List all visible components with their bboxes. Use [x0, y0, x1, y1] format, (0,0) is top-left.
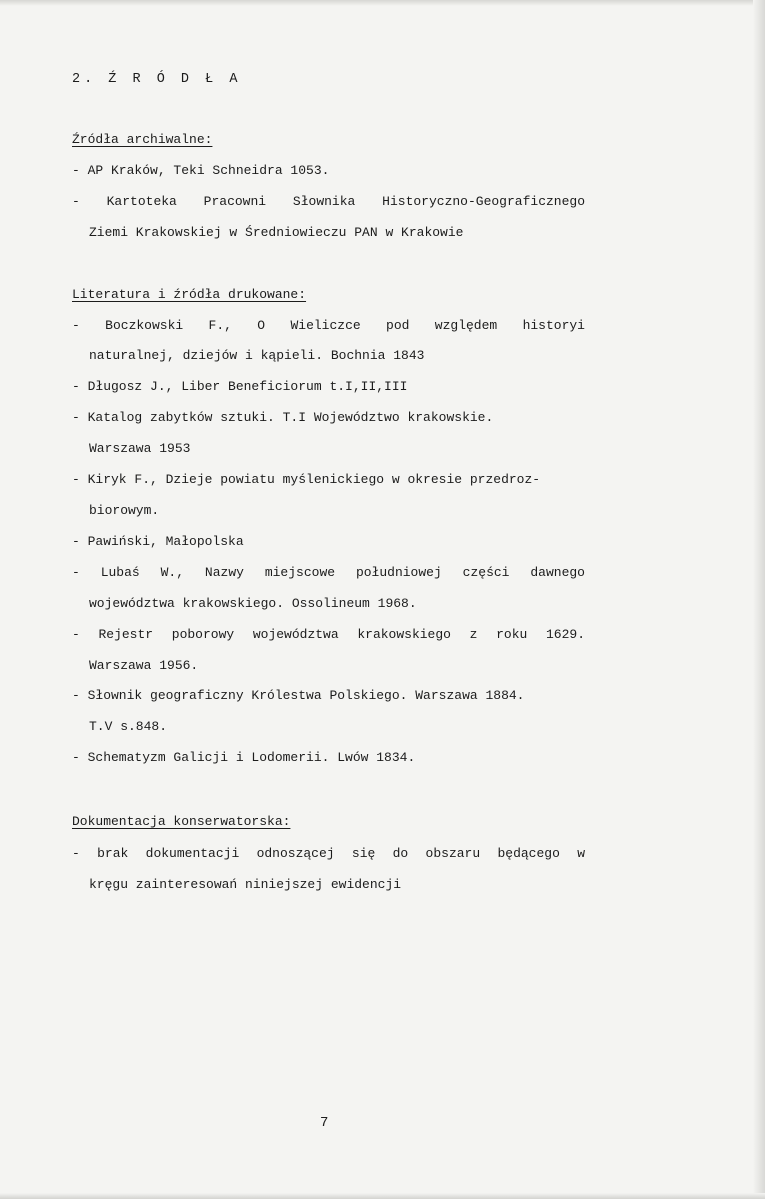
- archival-item: - AP Kraków, Teki Schneidra 1053.: [72, 163, 330, 178]
- page-number: 7: [320, 1115, 329, 1131]
- conservation-documentation-heading: Dokumentacja konserwatorska:: [72, 814, 291, 829]
- conservation-item: - brak dokumentacji odnoszącej się do obszaru będącego w: [72, 846, 585, 861]
- literature-item: - Rejestr poborowy województwa krakowskiego z roku 1629.: [72, 627, 585, 642]
- literature-item-continuation: biorowym.: [89, 503, 160, 518]
- archival-sources-heading: Źródła archiwalne:: [72, 132, 213, 147]
- page-edge-top: [0, 0, 765, 6]
- literature-item: - Lubaś W., Nazwy miejscowe południowej części dawnego: [72, 565, 585, 580]
- literature-item: - Schematyzm Galicji i Lodomerii. Lwów 1834.: [72, 750, 416, 765]
- literature-item-continuation: Warszawa 1953: [89, 441, 191, 456]
- conservation-item-continuation: kręgu zainteresowań niniejszej ewidencji: [89, 877, 402, 892]
- page-edge-right: [753, 0, 765, 1199]
- page-edge-bottom: [0, 1193, 765, 1199]
- literature-item: - Kiryk F., Dzieje powiatu myślenickiego w okresie przedroz-: [72, 472, 541, 487]
- literature-item: - Długosz J., Liber Beneficiorum t.I,II,III: [72, 379, 408, 394]
- literature-item-continuation: województwa krakowskiego. Ossolineum 1968.: [89, 596, 417, 611]
- literature-item: - Boczkowski F., O Wieliczce pod względem historyi: [72, 318, 585, 333]
- literature-item-continuation: Warszawa 1956.: [89, 658, 199, 673]
- archival-item-continuation: Ziemi Krakowskiej w Średniowieczu PAN w Krakowie: [89, 225, 464, 240]
- archival-item: - Kartoteka Pracowni Słownika Historyczno-Geograficznego: [72, 194, 585, 209]
- literature-item: - Pawiński, Małopolska: [72, 534, 244, 549]
- literature-item-continuation: T.V s.848.: [89, 719, 168, 734]
- section-title: 2. Ź R Ó D Ł A: [72, 72, 242, 87]
- literature-item: - Słownik geograficzny Królestwa Polskiego. Warszawa 1884.: [72, 688, 525, 703]
- printed-sources-heading: Literatura i źródła drukowane:: [72, 287, 307, 302]
- literature-item: - Katalog zabytków sztuki. T.I Województwo krakowskie.: [72, 410, 494, 425]
- literature-item-continuation: naturalnej, dziejów i kąpieli. Bochnia 1843: [89, 348, 425, 363]
